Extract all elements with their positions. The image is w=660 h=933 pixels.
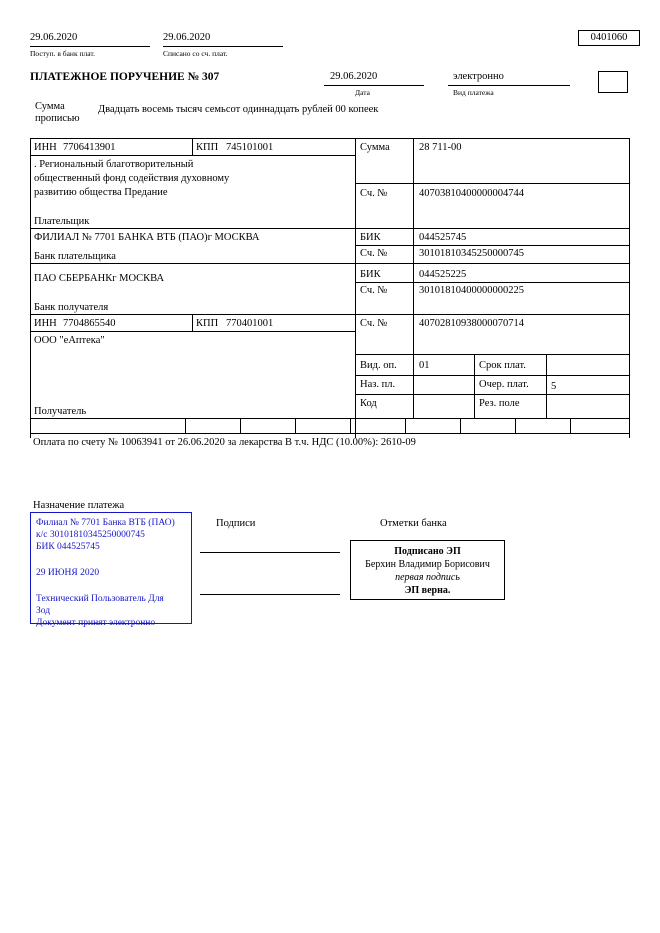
payee-bank-name: ПАО СБЕРБАНКг МОСКВА	[34, 273, 165, 284]
payer-account-row-bottom	[355, 228, 630, 229]
payee-bank-bik-value: 044525225	[419, 269, 467, 280]
strip-divider-4	[350, 418, 351, 433]
amount-in-words: Двадцать восемь тысяч семьсот одиннадцать рублей 00 копеек	[98, 104, 379, 115]
payer-bank-block-bottom	[30, 263, 355, 264]
bank-stamp-person: Берхин Владимир Борисович	[365, 559, 490, 570]
strip-divider-3	[295, 418, 296, 433]
payer-account-divider	[413, 183, 414, 228]
rez-pole-label: Рез. поле	[479, 398, 520, 409]
payer-bank-row-bottom	[355, 263, 630, 264]
vid-op-label: Вид. оп.	[360, 360, 397, 371]
purpose-text: Оплата по счету № 10063941 от 26.06.2020 за лекарства В т.ч. НДС (10.00%): 2610-09	[33, 437, 416, 448]
esign-spacer-2	[36, 579, 186, 593]
payee-name: ООО "еАптека"	[34, 335, 105, 346]
esign-date: 29 ИЮНЯ 2020	[36, 568, 100, 578]
payer-bank-account-label: Сч. №	[360, 248, 388, 259]
payer-account-value: 40703810400000004744	[419, 188, 524, 199]
sum-label: Сумма	[360, 142, 390, 153]
date-written-off-label: Списано со сч. плат.	[163, 49, 228, 58]
payer-inn-label: ИНН	[34, 142, 57, 153]
srok-plat-label: Срок плат.	[479, 360, 526, 371]
strip-divider-5	[405, 418, 406, 433]
bank-stamp-valid: ЭП верна.	[404, 585, 451, 596]
form-code-box: 0401060	[578, 30, 640, 46]
payer-inn-row-bottom	[30, 155, 355, 156]
bank-stamp-title: Подписано ЭП	[394, 546, 461, 557]
bank-stamp-box	[350, 540, 505, 600]
operation-col2-divider	[474, 354, 475, 418]
strip-divider-2	[240, 418, 241, 433]
payer-bank-name: ФИЛИАЛ № 7701 БАНКА ВТБ (ПАО)г МОСКВА	[34, 232, 260, 243]
payee-inn-row-bottom	[30, 331, 355, 332]
bank-stamp-role: первая подпись	[395, 572, 460, 583]
operation-row1-bottom	[355, 375, 630, 376]
payer-bank-account-value: 30101810345250000745	[419, 248, 524, 259]
payee-account-row-bottom	[355, 354, 630, 355]
date-written-off-value: 29.06.2020	[163, 32, 211, 43]
esign-spacer-1	[36, 553, 186, 567]
strip-top-border	[30, 418, 630, 419]
kod-label: Код	[360, 398, 377, 409]
ocher-plat-label: Очер. плат.	[479, 379, 529, 390]
payment-kind-value: электронно	[453, 71, 504, 82]
payer-name-line1: . Региональный благотворительный	[34, 159, 194, 170]
esign-user-line2: Зод	[36, 606, 51, 616]
payer-bank-caption: Банк плательщика	[34, 251, 116, 262]
electronic-signature-block	[30, 512, 192, 628]
signature-line-1	[200, 552, 340, 553]
date-in-bank-value: 29.06.2020	[30, 32, 78, 43]
doc-date-caption: Дата	[355, 88, 370, 97]
operation-row2-bottom	[355, 394, 630, 395]
payment-kind-underline	[448, 85, 570, 86]
esign-bank-line1: Филиал № 7701 Банка ВТБ (ПАО)	[36, 518, 175, 528]
strip-divider-1	[185, 418, 186, 433]
purpose-caption: Назначение платежа	[33, 500, 125, 511]
strip-divider-6	[460, 418, 461, 433]
payee-kpp-label: КПП	[196, 318, 219, 329]
payer-bank-bik-value: 044525745	[419, 232, 467, 243]
payee-account-label: Сч. №	[360, 318, 388, 329]
payee-bank-bik-label: БИК	[360, 269, 381, 280]
doc-date-value: 29.06.2020	[330, 71, 378, 82]
date-in-bank-underline	[30, 46, 150, 47]
strip-divider-7	[515, 418, 516, 433]
date-written-off-underline	[163, 46, 283, 47]
payee-inn-kpp-divider	[192, 314, 193, 331]
payee-account-value: 40702810938000070714	[419, 318, 524, 329]
payee-inn-label: ИНН	[34, 318, 57, 329]
esign-user-line1: Технический Пользователь Для	[36, 594, 164, 604]
payee-account-divider	[413, 314, 414, 354]
esign-accepted: Документ принят электронно	[36, 618, 156, 628]
payer-kpp-label: КПП	[196, 142, 219, 153]
sum-row-bottom	[355, 183, 630, 184]
operation-col1-divider	[413, 354, 414, 418]
payee-caption: Получатель	[34, 406, 87, 417]
signatures-label: Подписи	[216, 518, 256, 529]
table-left-border	[30, 138, 31, 438]
ocher-plat-value: 5	[551, 381, 557, 392]
vid-op-value: 01	[419, 360, 430, 371]
payer-inn-value: 7706413901	[63, 142, 116, 153]
payment-kind-code-box	[598, 71, 628, 93]
table-top-border	[30, 138, 630, 139]
esign-bank-line3: БИК 044525745	[36, 542, 100, 552]
payee-bank-account-label: Сч. №	[360, 285, 388, 296]
payer-block-bottom	[30, 228, 355, 229]
payee-bank-account-value: 30101810400000000225	[419, 285, 524, 296]
payer-inn-kpp-divider	[192, 138, 193, 155]
payee-bank-bik-row-bottom	[355, 282, 630, 283]
payer-account-label: Сч. №	[360, 188, 388, 199]
esign-bank-line2: к/с 30101810345250000745	[36, 530, 145, 540]
page-title: ПЛАТЕЖНОЕ ПОРУЧЕНИЕ № 307	[30, 71, 220, 83]
payer-bank-bik-row-bottom	[355, 245, 630, 246]
bank-marks-label: Отметки банка	[380, 518, 447, 529]
operation-col3-divider	[546, 354, 547, 418]
payer-kpp-value: 745101001	[226, 142, 274, 153]
naz-pl-label: Наз. пл.	[360, 379, 396, 390]
payee-bank-caption: Банк получателя	[34, 302, 109, 313]
amount-words-label-line2: прописью	[35, 113, 80, 124]
strip-divider-8	[570, 418, 571, 433]
payer-name-line2: общественный фонд содействия духовному	[34, 173, 230, 184]
date-in-bank-label: Поступ. в банк плат.	[30, 49, 95, 58]
payer-name-line3: развитию общества Предание	[34, 187, 168, 198]
payer-bank-bik-label: БИК	[360, 232, 381, 243]
payee-inn-value: 7704865540	[63, 318, 116, 329]
sum-label-divider	[413, 138, 414, 184]
signature-line-2	[200, 594, 340, 595]
payee-kpp-value: 770401001	[226, 318, 274, 329]
payment-kind-caption: Вид платежа	[453, 88, 494, 97]
doc-date-underline	[324, 85, 424, 86]
strip-bottom-border	[30, 433, 630, 434]
amount-words-label-line1: Сумма	[35, 101, 65, 112]
payee-bank-row-bottom	[355, 314, 630, 315]
payer-bank-divider	[413, 228, 414, 263]
sum-value: 28 711-00	[419, 142, 462, 153]
payer-caption: Плательщик	[34, 216, 90, 227]
payee-bank-divider	[413, 263, 414, 314]
